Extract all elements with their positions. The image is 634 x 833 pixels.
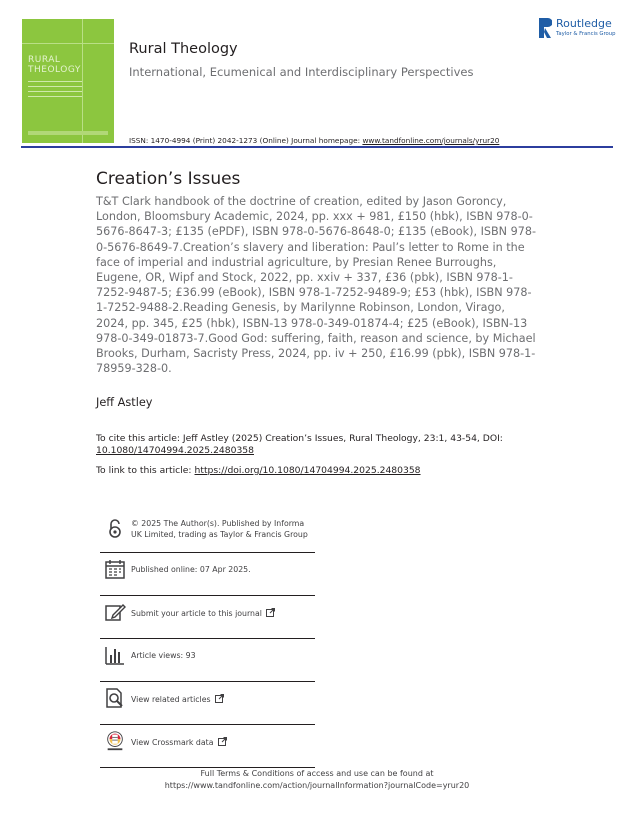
cover-title-line: RURAL: [28, 55, 61, 65]
info-row-published: [100, 553, 315, 596]
cover-footer-bar: [28, 131, 108, 135]
citation-block: [96, 433, 516, 457]
related-articles-link[interactable]: [131, 694, 316, 706]
article-title: Creation’s Issues: [96, 169, 241, 189]
bar-chart-icon: [104, 644, 126, 666]
external-link-icon: [266, 608, 275, 617]
article-author: Jeff Astley: [96, 396, 153, 409]
cover-divider: [82, 19, 83, 143]
publisher-tagline: Taylor & Francis Group: [556, 31, 616, 37]
external-link-icon: [218, 737, 227, 746]
info-row-crossmark[interactable]: [100, 725, 315, 768]
submit-article-label: Submit your article to this journal: [131, 609, 262, 618]
routledge-logo-icon: [539, 18, 552, 38]
info-row-license: [100, 513, 315, 553]
issn-text: ISSN: 1470-4994 (Print) 2042-1273 (Online) Journal homepage:: [129, 136, 363, 145]
journal-homepage-link[interactable]: www.tandfonline.com/journals/yrur20: [362, 136, 500, 145]
cover-text-lines: [28, 81, 82, 101]
journal-title: Rural Theology: [129, 41, 238, 57]
related-articles-label: View related articles: [131, 695, 211, 704]
issn-line: [129, 136, 499, 145]
info-row-submit[interactable]: [100, 596, 315, 639]
article-subtitle: T&T Clark handbook of the doctrine of creation, edited by Jason Goroncy, London, Bloomsbury Academic, 2024, pp. xxx + 981, £150 (hbk), ISBN 978-0-5676-8647-3; £135 (ePDF), ISBN 978-0-5676-8648-0; £135 (eBook), ISBN 978-0-5676-8649-7.Creation’s slavery and liberation: Paul’s letter to Rome in the face of imperial and industrial agriculture, by Presian Renee Burroughs, Eugene, OR, Wipf and Stock, 2022, pp. xxiv + 337, £36 (pbk), ISBN 978-1-7252-9487-5; £36.99 (eBook), ISBN 978-1-7252-9489-9; £53 (hbk), ISBN 978-1-7252-9488-2.Reading Genesis, by Marilynne Robinson, London, Virago, 2024, pp. 345, £25 (hbk), ISBN-13 978-0-349-01874-4; £25 (eBook), ISBN-13 978-0-349-01873-7.Good God: suffering, faith, reason and science, by Michael Brooks, Durham, Sacristy Press, 2024, pp. iv + 250, £16.99 (pbk), ISBN 978-1-78959-328-0.: [96, 195, 536, 376]
related-search-icon: [104, 687, 126, 709]
footer-terms-link[interactable]: https://www.tandfonline.com/action/journalInformation?journalCode=yrur20: [164, 781, 470, 790]
open-access-icon: [104, 518, 126, 540]
cite-doi-link[interactable]: 10.1080/14704994.2025.2480358: [96, 445, 254, 456]
page-footer: [0, 768, 634, 792]
article-link-line: [96, 465, 516, 476]
external-link-icon: [215, 694, 224, 703]
cover-divider: [22, 43, 114, 44]
edit-icon: [104, 601, 126, 623]
publisher-logo[interactable]: [539, 17, 619, 41]
publisher-name: Routledge: [556, 17, 612, 30]
info-row-views: [100, 639, 315, 682]
journal-subtitle: International, Ecumenical and Interdisciplinary Perspectives: [129, 65, 474, 79]
crossmark-icon: [104, 730, 126, 752]
crossmark-link[interactable]: [131, 737, 316, 749]
info-row-related[interactable]: [100, 682, 315, 725]
calendar-icon: [104, 558, 126, 580]
article-doi-link[interactable]: https://doi.org/10.1080/14704994.2025.2480358: [194, 465, 421, 476]
license-text: © 2025 The Author(s). Published by Informa UK Limited, trading as Taylor & Francis Group: [131, 519, 308, 539]
link-label: To link to this article:: [96, 465, 192, 476]
header-divider: [21, 146, 613, 148]
crossmark-label: View Crossmark data: [131, 738, 214, 747]
cite-label: To cite this article:: [96, 433, 180, 444]
cover-title: [28, 55, 88, 75]
footer-terms-text: Full Terms & Conditions of access and use can be found at: [200, 769, 434, 778]
cover-title-line: THEOLOGY: [28, 65, 81, 75]
submit-article-link[interactable]: [131, 608, 316, 620]
cite-text: Jeff Astley (2025) Creation’s Issues, Rural Theology, 23:1, 43-54, DOI:: [179, 433, 503, 444]
published-date: Published online: 07 Apr 2025.: [131, 565, 251, 574]
journal-cover-thumbnail[interactable]: [22, 19, 114, 143]
article-views: Article views: 93: [131, 651, 196, 660]
